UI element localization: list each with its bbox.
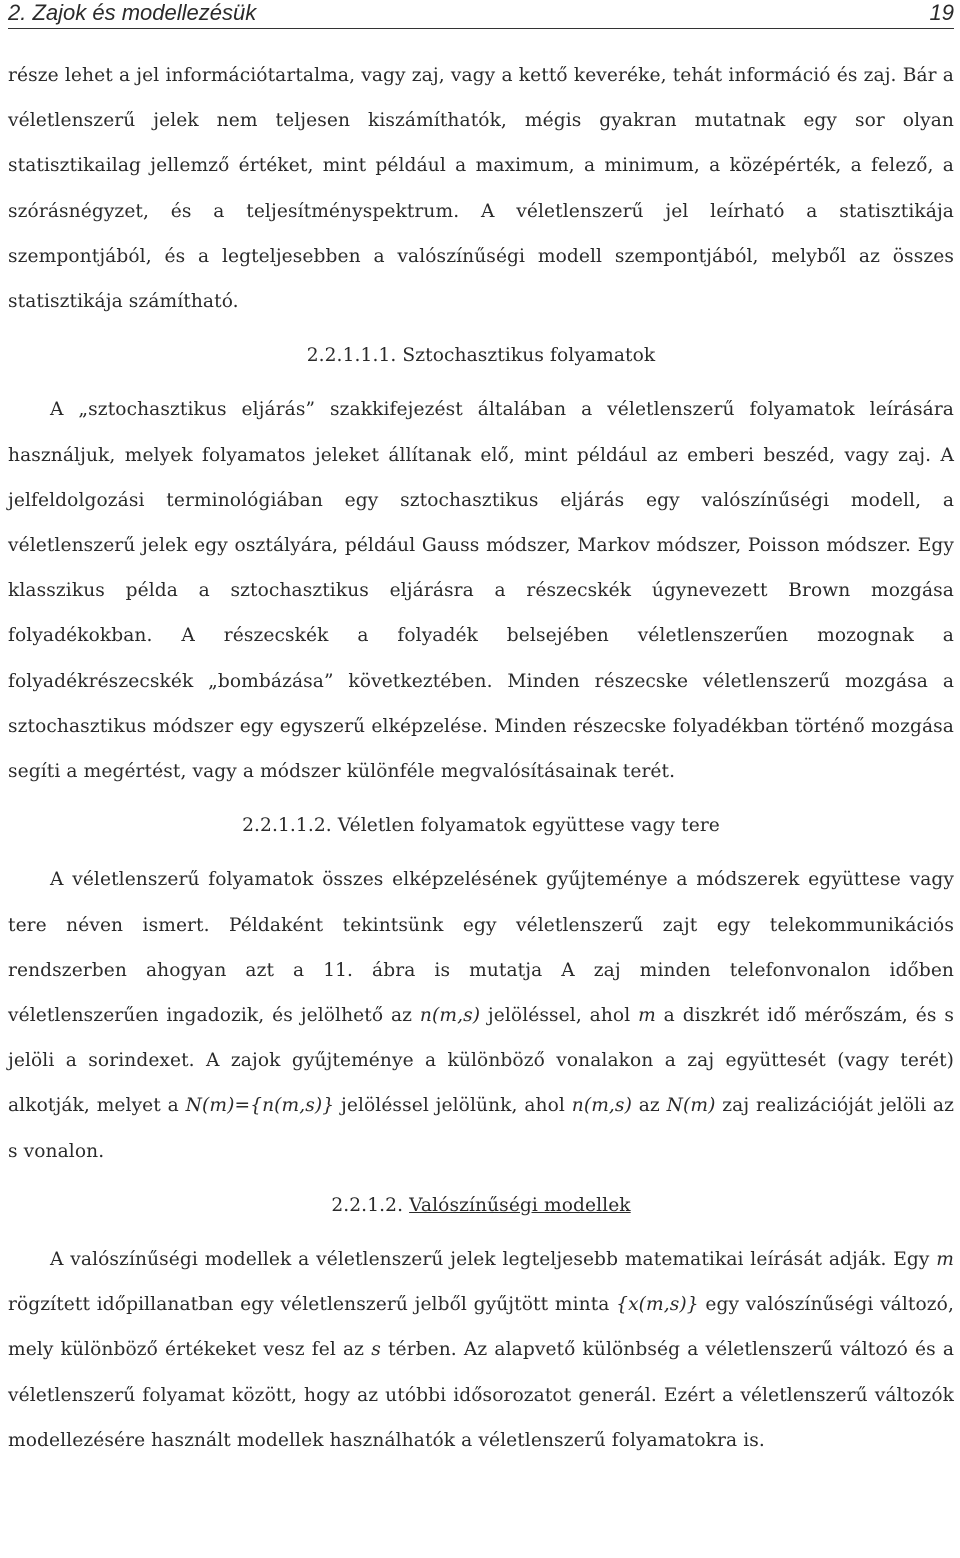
para4-text-3: egy valószínűségi változó, mely különböző értékeket vesz fel az <box>8 1294 954 1361</box>
paragraph-2: A „sztochasztikus eljárás” szakkifejezést általában a véletlenszerű folyamatok leírására használjuk, melyek folyamatos jeleket állítanak elő, mint például az emberi beszéd, vagy zaj. A jelfeldolgozási terminológiában egy sztochasztikus eljárás egy valószínűségi modell, a véletlenszerű jelek egy osztályára, például Gauss módszer, Markov módszer, Poisson módszer. Egy klasszikus példa a sztochasztikus eljárásra a részecskék úgynevezett Brown mozgása folyadékokban. A részecskék a folyadék belsejében véletlenszerűen mozognak a folyadékrészecskék „bombázása” következtében. Minden részecske véletlenszerű mozgása a sztochasztikus módszer egy egyszerű elképzelése. Minden részecske folyadékban történő mozgása segíti a megértést, vagy a módszer különféle megvalósításainak terét. <box>8 399 954 783</box>
chapter-title: 2. Zajok és modellezésük <box>8 0 257 25</box>
para4-text-2: rögzített időpillanatban egy véletlenszerű jelből gyűjtött minta <box>8 1294 617 1316</box>
page-number: 19 <box>929 0 954 25</box>
para4-text-1: A valószínűségi modellek a véletlenszerű jelek legteljesebb matematikai leírását adják. Egy <box>50 1249 937 1271</box>
math-s: s <box>371 1339 381 1361</box>
running-header <box>8 0 954 29</box>
para3-text-1: A véletlenszerű folyamatok összes elképzelésének gyűjteménye a módszerek együttese vagy tere néven ismert. Példaként tekintsünk egy véletlenszerű zajt egy telekommunikációs rendszerben ahogyan azt a 11. ábra is mutatja A zaj minden telefonvonalon időben véletlenszerűen ingadozik, és jelölhető az <box>8 869 954 1027</box>
math-N-m-set: N(m)={n(m,s)} <box>185 1095 335 1117</box>
para3-text-5: az <box>631 1095 667 1117</box>
math-x-m-s: {x(m,s)} <box>616 1294 699 1316</box>
page <box>8 0 954 1463</box>
paragraph-3 <box>8 857 954 1173</box>
para3-text-6: zaj realizációját jelöli az s vonalon. <box>8 1095 954 1162</box>
para3-text-4: jelöléssel jelölünk, ahol <box>334 1095 572 1117</box>
math-N-m: N(m) <box>666 1095 716 1117</box>
section-heading-probability-models <box>8 1174 954 1237</box>
para4-text-4: térben. Az alapvető különbség a véletlenszerű változó és a véletlenszerű folyamat között, hogy az utóbbi idősorozatot generál. Ezért a véletlenszerű változók modellezésére használt modellek használhatók a véletlenszerű folyamatokra is. <box>8 1339 954 1451</box>
paragraph-4 <box>8 1237 954 1463</box>
section-number: 2.2.1.2. <box>331 1194 404 1216</box>
paragraph-1: része lehet a jel információtartalma, vagy zaj, vagy a kettő keveréke, tehát információ és zaj. Bár a véletlenszerű jelek nem teljesen kiszámíthatók, mégis gyakran mutatnak egy sor olyan statisztikailag jellemző értéket, mint például a maximum, a minimum, a középérték, a felező, a szórásnégyzet, és a teljesítményspektrum. A véletlenszerű jel leírható a statisztikája szempontjából, és a legteljesebben a valószínűségi modell szempontjából, melyből az összes statisztikája számítható. <box>8 65 954 313</box>
math-n-m-s: n(m,s) <box>419 1005 481 1027</box>
math-m-2: m <box>936 1249 954 1271</box>
body-text <box>8 53 954 1463</box>
section-heading-ensemble: 2.2.1.1.2. Véletlen folyamatok együttese vagy tere <box>242 815 720 837</box>
math-m: m <box>638 1005 656 1027</box>
para3-text-3: a diszkrét idő mérőszám, és s jelöli a sorindexet. A zajok gyűjteménye a különböző vonalakon a zaj együttesét (vagy terét) alkotják, melyet a <box>8 1005 955 1117</box>
section-heading-stochastic-processes: 2.2.1.1.1. Sztochasztikus folyamatok <box>306 345 656 367</box>
para3-text-2: jelöléssel, ahol <box>480 1005 639 1027</box>
section-title: Valószínűségi modellek <box>409 1194 631 1216</box>
math-n-m-s-2: n(m,s) <box>571 1095 632 1117</box>
